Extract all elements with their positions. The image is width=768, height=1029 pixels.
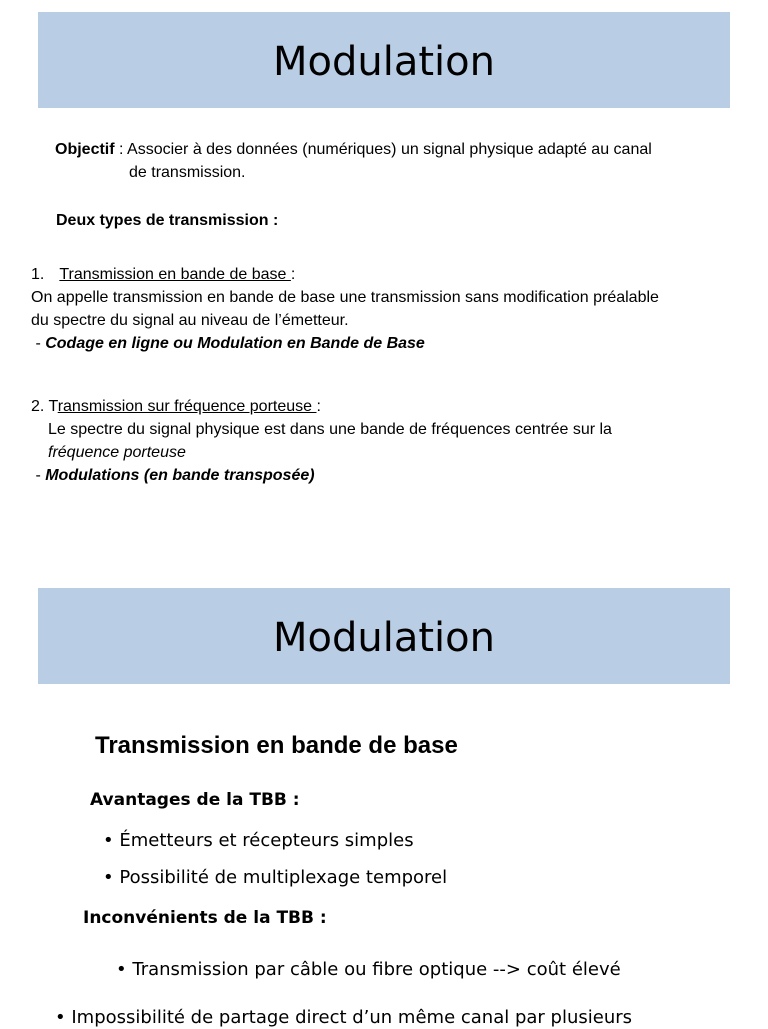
item1-heading [31,263,295,286]
drawback-item [55,1006,632,1029]
item1-dash: - [31,335,46,352]
item1-title: Transmission en bande de base [59,266,291,283]
advantage-text: Émetteurs et récepteurs simples [119,830,414,851]
objective-label: Objectif [55,141,115,158]
bullet-icon: • [103,867,114,888]
bullet-icon: • [116,959,127,980]
item2-heading [31,395,321,418]
advantage-text: Possibilité de multiplexage temporel [119,867,448,888]
item1-colon: : [290,266,296,283]
item2-note-line [31,464,315,487]
slide2-title: Modulation [273,615,495,661]
item2-prefix: 2. T [31,398,58,415]
drawback-item [116,958,621,981]
bullet-icon: • [103,830,114,851]
slide1-title: Modulation [273,39,495,85]
item2-desc-2: fréquence porteuse [48,444,186,461]
slide2-title-banner [38,588,730,684]
item1-number: 1. [31,266,45,283]
objective-line-2: de transmission. [129,164,246,181]
advantage-item [103,866,447,889]
slide2-subtitle: Transmission en bande de base [95,732,458,759]
item2-title: ransmission sur fréquence porteuse [57,398,317,415]
slide1-title-banner [38,12,730,108]
item2-desc-1: Le spectre du signal physique est dans une bande de fréquences centrée sur la [48,421,612,438]
drawback-text: Impossibilité de partage direct d’un même canal par plusieurs [71,1007,633,1028]
bullet-icon: • [55,1007,66,1028]
item1-note: Codage en ligne ou Modulation en Bande de Base [45,335,425,352]
item2-colon: : [316,398,321,415]
item1-note-line [31,332,425,355]
item1-desc-2: du spectre du signal au niveau de l’émetteur. [31,312,349,329]
objective-text-1: : Associer à des données (numériques) un signal physique adapté au canal [114,141,652,158]
item2-note: Modulations (en bande transposée) [45,467,315,484]
types-heading: Deux types de transmission : [56,212,279,229]
advantages-heading: Avantages de la TBB : [90,790,300,810]
advantage-item [103,829,414,852]
drawback-text: Transmission par câble ou fibre optique --> coût élevé [132,959,621,980]
objective-line-1 [55,138,652,161]
item2-dash: - [31,467,46,484]
item1-desc-1: On appelle transmission en bande de base une transmission sans modification préalable [31,289,659,306]
drawbacks-heading: Inconvénients de la TBB : [83,908,327,928]
